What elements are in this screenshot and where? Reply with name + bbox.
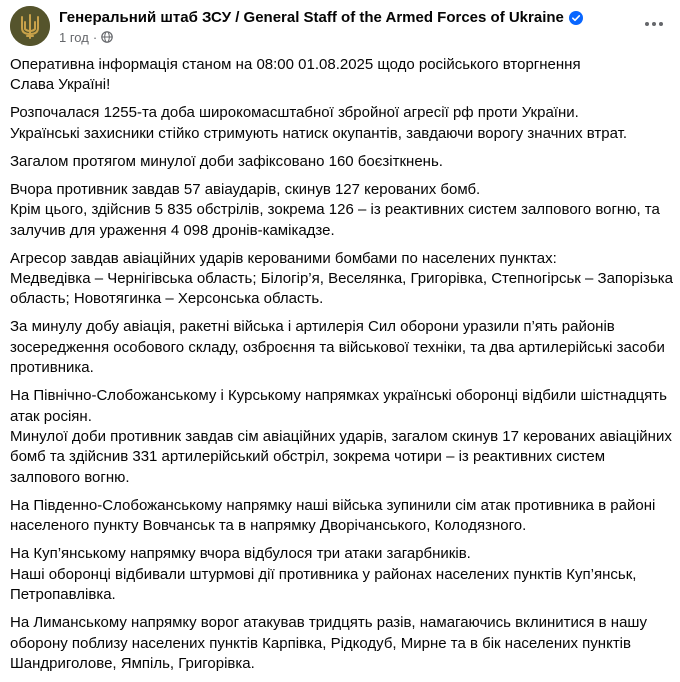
post-paragraph: На Куп’янському напрямку вчора відбулося три атаки загарбників. Наші оборонці відбивали штурмові дії противника у районах населених пунктів Куп’янськ, Петропавлівка.: [10, 545, 637, 604]
page-name-line: [59, 8, 583, 28]
post-header: [10, 6, 670, 48]
globe-icon[interactable]: [101, 31, 113, 43]
post-paragraph: Агресор завдав авіаційних ударів керованими бомбами по населених пунктах: Медведівка – Чернігівська область; Білогір’я, Веселянка, Григорівка, Степногірськ – Запорізька область; Новотягинка – Херсонська область.: [10, 249, 673, 308]
post-paragraph: Розпочалася 1255-та доба широкомасштабної збройної агресії рф проти України. Українські захисники стійко стримують натиск окупантів, завдаючи ворогу значних втрат.: [10, 104, 627, 142]
page-name[interactable]: Генеральний штаб ЗСУ / General Staff of the Armed Forces of Ukraine: [59, 9, 564, 26]
post-paragraph: Оперативна інформація станом на 08:00 01.08.2025 щодо російського вторгнення Слава Україні!: [10, 56, 581, 94]
post-meta: [59, 29, 113, 45]
avatar[interactable]: [10, 6, 50, 46]
post-paragraph: За минулу добу авіація, ракетні війська і артилерія Сил оборони уразили п’ять районів зосередження особового складу, озброєння та військової техніки, та два артилерійські засоби противника.: [10, 318, 665, 377]
trident-emblem-icon: [10, 6, 50, 46]
post-paragraph: Вчора противник завдав 57 авіаударів, скинув 127 керованих бомб. Крім цього, здійснив 5 835 обстрілів, зокрема 126 – із реактивних систем залпового вогню, та залучив для ураження 4 098 дронів-камікадзе.: [10, 180, 660, 239]
post-paragraph: На Лиманському напрямку ворог атакував тридцять разів, намагаючись вклинитися в нашу оборону поблизу населених пунктів Карпівка, Рідкодуб, Мирне та в бік населених пунктів Шандриголове, Ямпіль, Григорівка.: [10, 614, 647, 672]
post-timestamp[interactable]: 1 год: [59, 29, 89, 45]
more-options-button[interactable]: [638, 8, 670, 40]
post-paragraph: Загалом протягом минулої доби зафіксовано 160 боєзіткнень.: [10, 152, 443, 170]
more-dots-icon: [644, 21, 664, 27]
post-paragraph: На Південно-Слобожанському напрямку наші війська зупинили сім атак противника в районі населеного пункту Вовчанськ та в напрямку Дворічанського, Колодязного.: [10, 496, 656, 535]
post-body: [10, 55, 674, 682]
meta-separator: ·: [92, 29, 98, 45]
post-paragraph: На Північно-Слобожанському і Курському напрямках українські оборонці відбили шістнадцять атак росіян. Минулої доби противник завдав сім авіаційних ударів, загалом скинув 17 керованих авіаційних бомб та здійснив 331 артилерійський обстріл, зокрема чотири – із реактивних систем залпового вогню.: [10, 387, 672, 486]
verified-badge-icon: [569, 11, 583, 25]
